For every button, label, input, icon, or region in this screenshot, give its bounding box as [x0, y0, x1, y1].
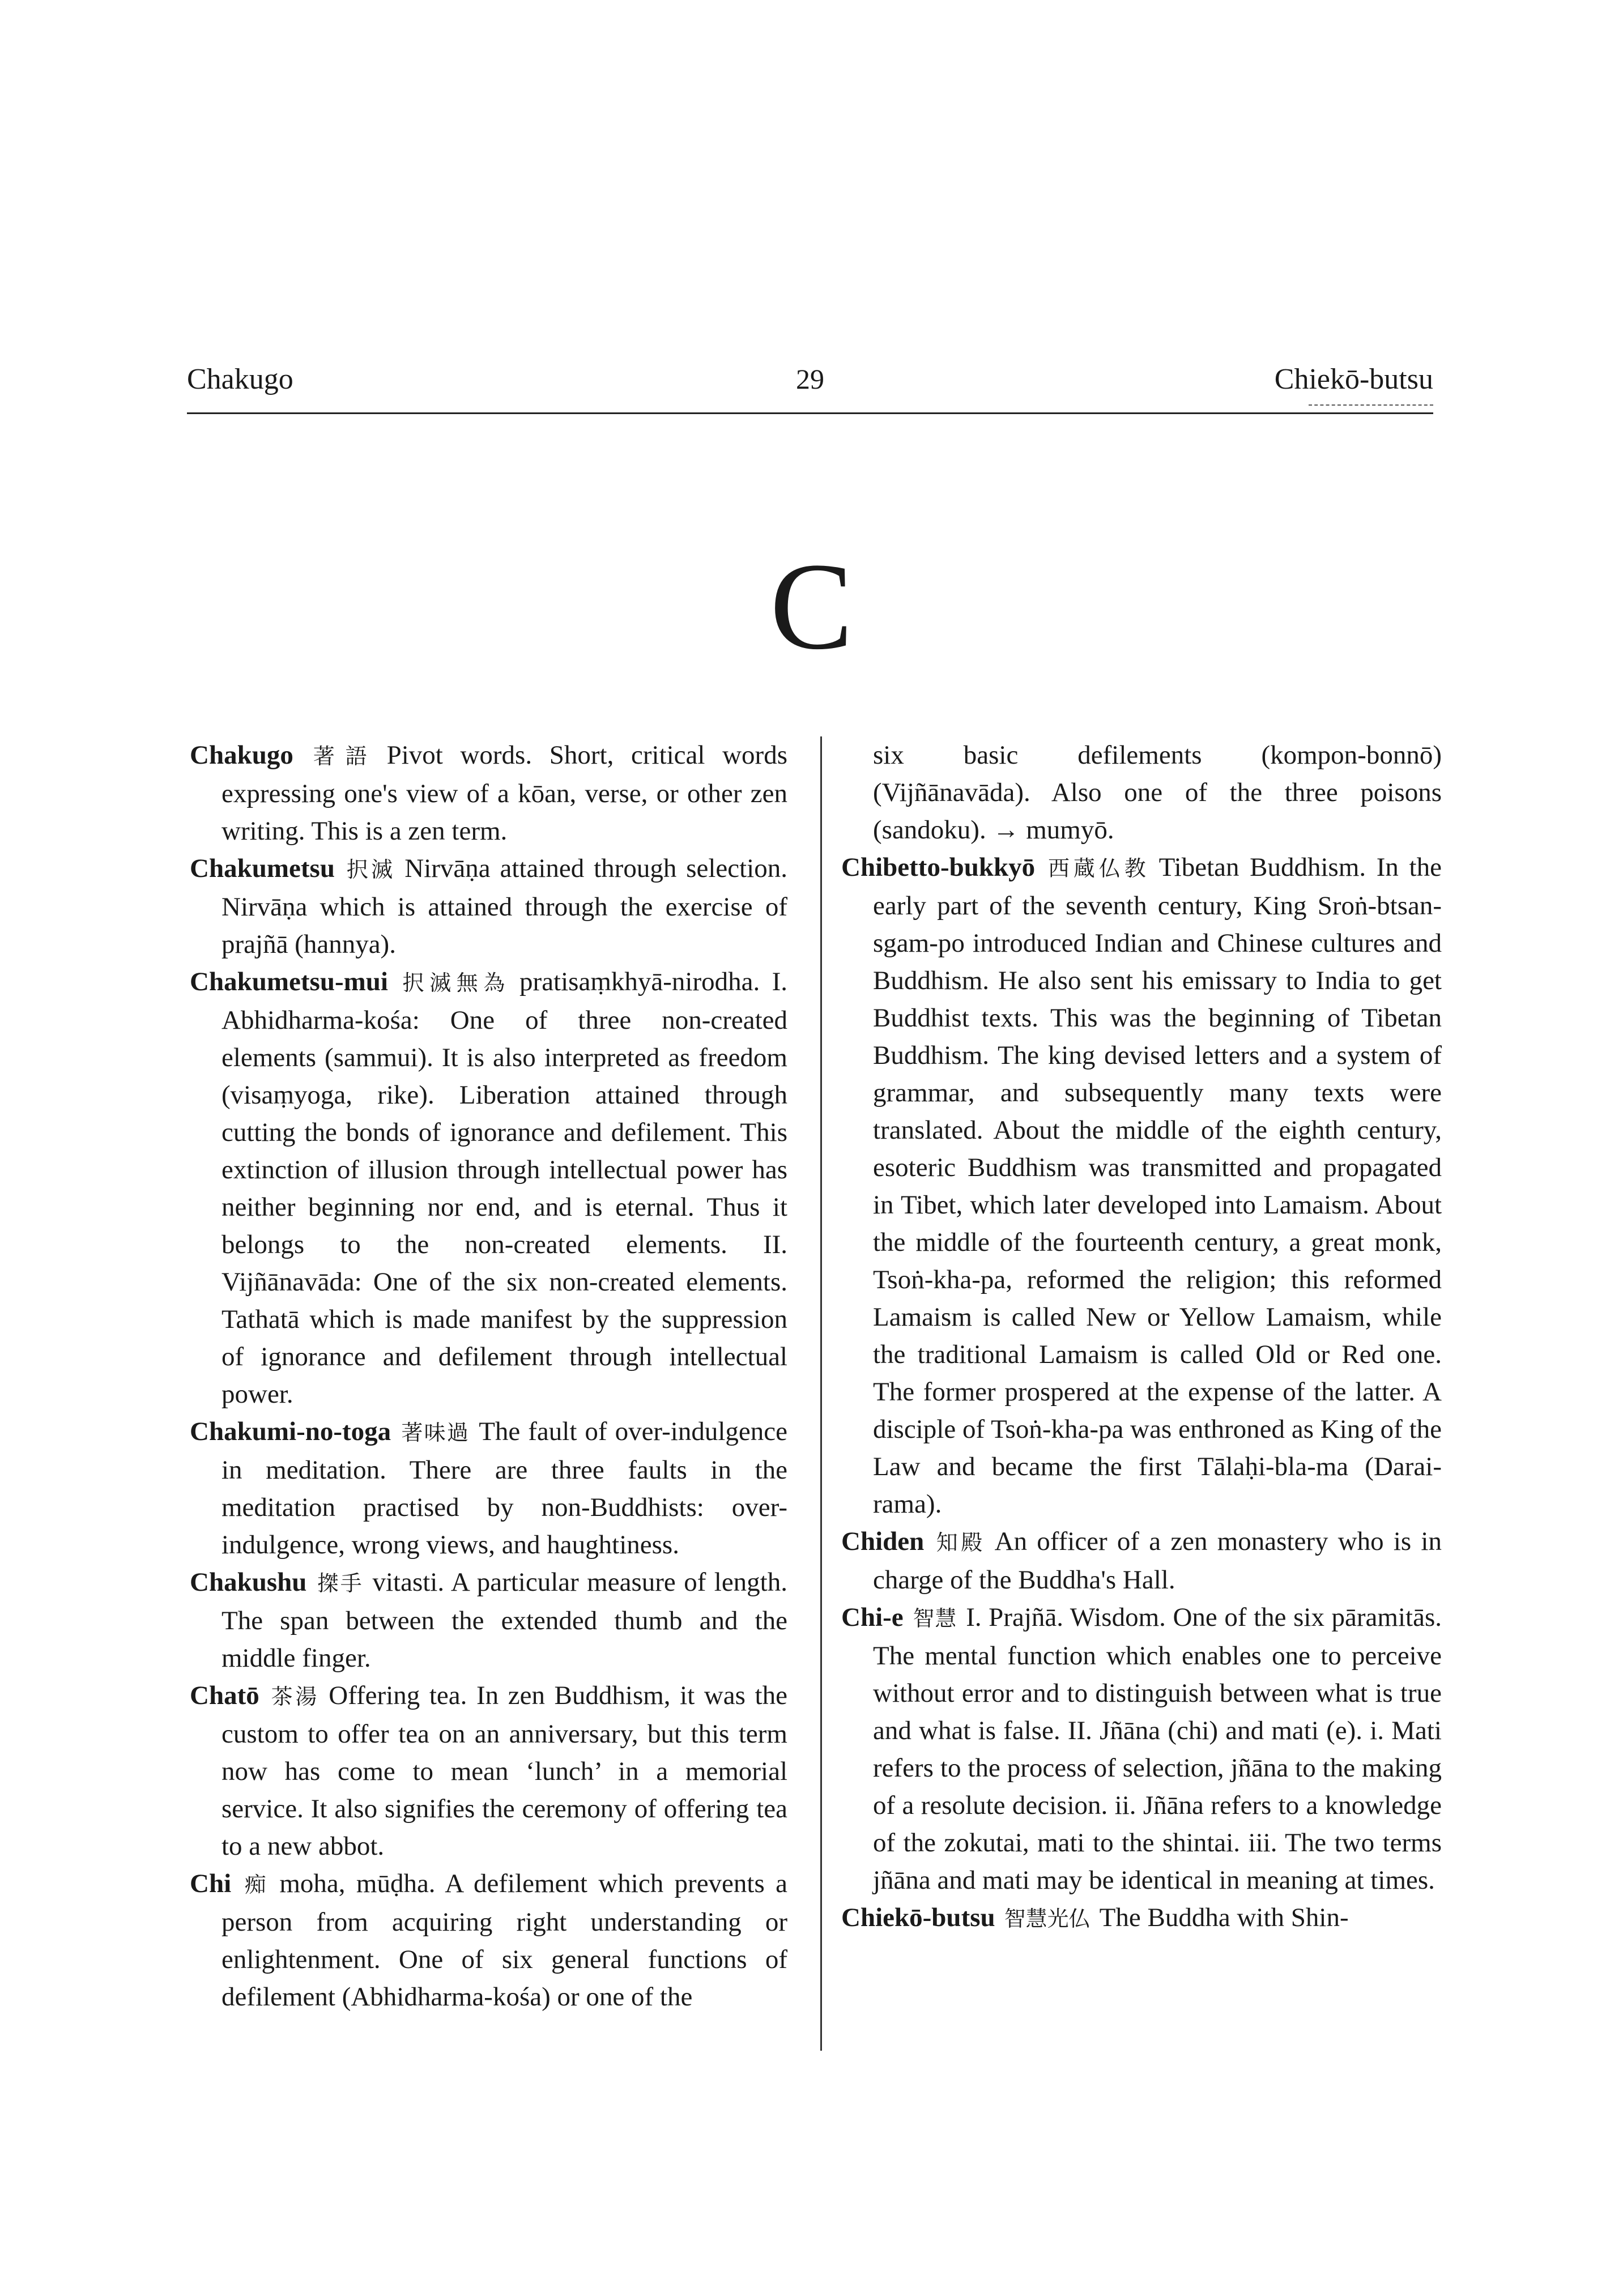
entry-term: Chiekō-butsu [841, 1903, 995, 1932]
entry-term: Chakushu [190, 1567, 307, 1597]
entry-term: Chakumi-no-toga [190, 1417, 391, 1446]
entry-kanji: 智慧光仏 [1004, 1906, 1090, 1931]
entry-definition: Offering tea. In zen Buddhism, it was the custom to offer tea on an anniversary, but this term now has come to mean ‘lunch’ in a memorial service. It also signifies the ceremony of offering tea to a new abbot. [221, 1681, 787, 1861]
entry-definition: I. Prajñā. Wisdom. One of the six pāramitās. The mental function which enables one to perceive without error and to distinguish between what is true and what is false. II. Jñāna (chi) and mati (e). i. Mati refers to the process of selection, jñāna to the making of a resolute decision. ii. Jñāna refers to a knowledge of the zokutai, mati to the shintai. iii. The two terms jñāna and mati may be identical in meaning at times. [873, 1603, 1442, 1895]
header-bar [187, 357, 1433, 402]
dictionary-entry [841, 1523, 1442, 1599]
entry-definition: The fault of over-indulgence in meditation. There are three faults in the meditation practised by non-Buddhists: over-indulgence, wrong views, and haughtiness. [221, 1417, 787, 1560]
entry-kanji: 痴 [240, 1872, 271, 1897]
entry-kanji: 択滅無為 [397, 970, 511, 995]
entry-definition: An officer of a zen monastery who is in charge of the Buddha's Hall. [873, 1527, 1442, 1595]
page-number: 29 [796, 363, 824, 395]
entry-definition: Pivot words. Short, critical words expressing one's view of a kōan, verse, or other zen writing. This is a zen term. [221, 740, 787, 846]
entry-term: Chakumetsu-mui [190, 967, 388, 996]
entry-kanji: 西蔵仏教 [1044, 856, 1150, 881]
dictionary-entry [190, 736, 787, 850]
entry-definition: pratisaṃkhyā-nirodha. I. Abhidharma-kośa: One of three non-created elements (sammui). It is also interpreted as freedom (visaṃyoga, rike). Liberation attained through cutting the bonds of ignorance and defilement. This extinction of illusion through intellectual power has neither beginning nor end, and is eternal. Thus it belongs to the non-created elements. II. Vijñānavāda: One of the six non-created elements. Tathatā which is made manifest by the suppression of ignorance and defilement through intellectual power. [221, 967, 787, 1409]
entry-kanji: 著語 [302, 744, 378, 769]
dictionary-entry [190, 963, 787, 1413]
dictionary-entry [841, 1599, 1442, 1899]
entry-term: Chibetto-bukkyō [841, 853, 1036, 882]
entry-term: Chakugo [190, 740, 293, 770]
dictionary-entry [190, 1677, 787, 1865]
left-column [190, 736, 787, 2016]
header-right-guideword: Chiekō-butsu [1274, 363, 1433, 395]
entry-definition: Tibetan Buddhism. In the early part of the seventh century, King Sroṅ-btsan-sgam-po introduced Indian and Chinese cultures and Buddhism. He also sent his emissary to India to get Buddhist texts. This was the beginning of Tibetan Buddhism. The king devised letters and a system of grammar, and subsequently many texts were translated. About the middle of the eighth century, esoteric Buddhism was transmitted and propagated in Tibet, which later developed into Lamaism. About the middle of the fourteenth century, a great monk, Tsoṅ-kha-pa, reformed the religion; this reformed Lamaism is called New or Yellow Lamaism, while the traditional Lamaism is called Old or Red one. The former prospered at the expense of the latter. A disciple of Tsoṅ-kha-pa was enthroned as King of the Law and became the first Tālaḥi-bla-ma (Darai-rama). [873, 853, 1442, 1519]
entry-definition: Nirvāṇa attained through selection. Nirvāṇa which is attained through the exercise of prajñā (hannya). [221, 854, 787, 959]
right-column [841, 736, 1442, 1937]
entry-term: Chatō [190, 1681, 259, 1710]
dictionary-entry [190, 1564, 787, 1677]
entry-term: Chi-e [841, 1603, 904, 1632]
entry-definition: vitasti. A particular measure of length. The span between the extended thumb and the middle finger. [221, 1567, 787, 1673]
entry-term: Chiden [841, 1527, 925, 1556]
entry-term: Chakumetsu [190, 854, 335, 883]
dictionary-entry [190, 1865, 787, 2016]
entry-continuation: six basic defilements (kompon-bonnō) (Vijñānavāda). Also one of the three poisons (sandoku). → mumyō. [873, 740, 1442, 845]
entry-kanji: 択滅 [343, 857, 396, 882]
header-rule-dashed [1309, 404, 1433, 406]
column-divider [820, 736, 822, 2051]
entry-definition: moha, mūḍha. A defilement which prevents a person from acquiring right understanding or enlightenment. One of six general functions of defilement (Abhidharma-kośa) or one of the [221, 1869, 787, 2012]
entry-kanji: 搩手 [316, 1571, 364, 1596]
dictionary-entry [190, 850, 787, 963]
dictionary-entry [190, 1413, 787, 1564]
entry-definition: The Buddha with Shin- [1099, 1903, 1349, 1932]
entry-kanji: 智慧 [912, 1606, 957, 1631]
entry-kanji: 茶湯 [268, 1684, 320, 1709]
header-rule [187, 412, 1433, 414]
entry-kanji: 知殿 [933, 1530, 986, 1555]
entry-term: Chi [190, 1869, 232, 1898]
section-letter: C [770, 537, 853, 675]
header-left-guideword: Chakugo [187, 363, 293, 395]
dictionary-entry [841, 849, 1442, 1523]
dictionary-entry [841, 1899, 1442, 1937]
entry-kanji: 著味過 [400, 1420, 470, 1445]
